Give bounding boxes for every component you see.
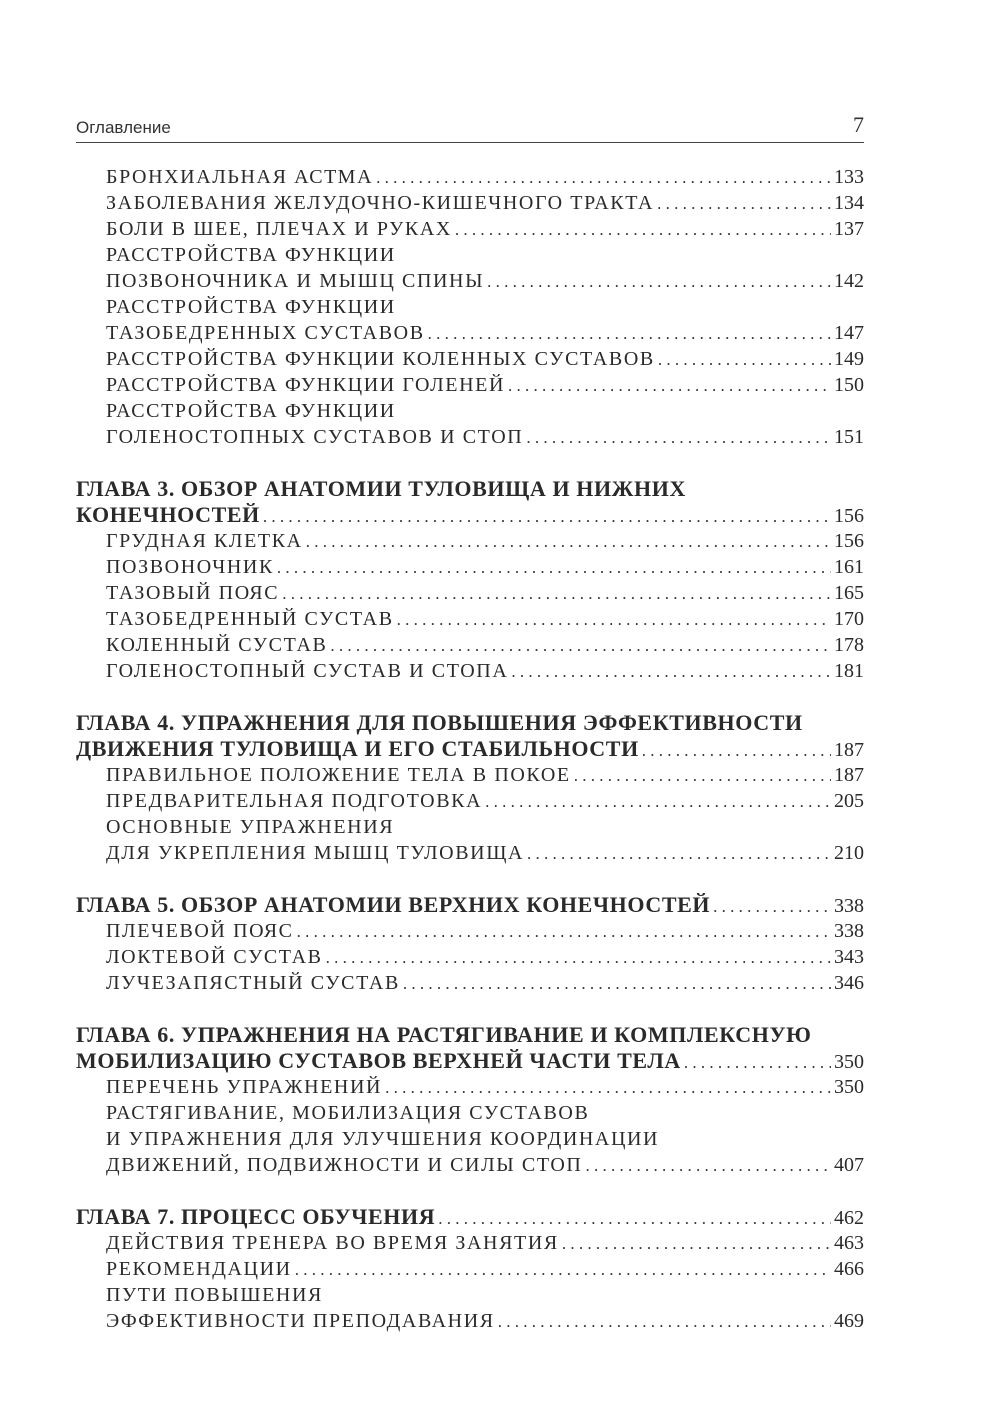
leader-dots (455, 217, 831, 243)
toc-entry-title: БРОНХИАЛЬНАЯ АСТМА (106, 166, 374, 188)
toc-entry[interactable] (76, 190, 864, 216)
leader-dots (574, 763, 831, 789)
toc-entry-wrap[interactable] (76, 242, 864, 268)
leader-dots (376, 165, 831, 191)
leader-dots (385, 1075, 831, 1101)
toc-chapter-title: ГЛАВА 3. ОБЗОР АНАТОМИИ ТУЛОВИЩА И НИЖНИХ (76, 476, 686, 501)
leader-dots (485, 789, 831, 815)
toc-entry-title: ГРУДНАЯ КЛЕТКА (106, 530, 303, 552)
leader-dots (263, 504, 831, 530)
leader-dots (526, 425, 831, 451)
toc-entry-title: ПРАВИЛЬНОЕ ПОЛОЖЕНИЕ ТЕЛА В ПОКОЕ (106, 764, 571, 786)
toc-entry[interactable] (76, 424, 864, 450)
toc-entry-page: 134 (834, 192, 864, 214)
toc-entry-page: 187 (834, 764, 864, 786)
toc-entry-title: ГОЛЕНОСТОПНЫЙ СУСТАВ И СТОПА (106, 660, 509, 682)
toc-entry-title: ЗАБОЛЕВАНИЯ ЖЕЛУДОЧНО-КИШЕЧНОГО ТРАКТА (106, 192, 655, 214)
toc-entry[interactable] (76, 970, 864, 996)
toc-entry-page: 346 (834, 972, 864, 994)
toc-chapter-title: ГЛАВА 7. ПРОЦЕСС ОБУЧЕНИЯ (76, 1204, 436, 1229)
leader-dots (527, 841, 831, 867)
toc-entry-title: ДЛЯ УКРЕПЛЕНИЯ МЫШЦ ТУЛОВИЩА (106, 842, 525, 864)
toc-entry-title: РАССТРОЙСТВА ФУНКЦИИ (106, 296, 396, 318)
toc-entry-title: ПЛЕЧЕВОЙ ПОЯС (106, 920, 294, 942)
running-header-title: Оглавление (76, 118, 171, 137)
leader-dots (642, 738, 831, 764)
toc-entry-title: РАССТРОЙСТВА ФУНКЦИИ КОЛЕННЫХ СУСТАВОВ (106, 348, 655, 370)
toc-entry[interactable] (76, 320, 864, 346)
toc-entry-page: 466 (834, 1258, 864, 1280)
toc-entry-page: 165 (834, 582, 864, 604)
leader-dots (713, 894, 831, 920)
toc-entry-page: 137 (834, 218, 864, 240)
toc-chapter-title: МОБИЛИЗАЦИЮ СУСТАВОВ ВЕРХНЕЙ ЧАСТИ ТЕЛА (76, 1048, 681, 1073)
toc-entry-title: ПОЗВОНОЧНИК (106, 556, 274, 578)
toc-entry-page: 178 (834, 634, 864, 656)
toc-entry-page: 149 (834, 348, 864, 370)
leader-dots (508, 373, 831, 399)
toc-chapter[interactable] (76, 502, 864, 528)
leader-dots (397, 607, 831, 633)
toc-chapter[interactable] (76, 736, 864, 762)
toc-entry-wrap[interactable] (76, 294, 864, 320)
toc-entry[interactable] (76, 658, 864, 684)
toc-entry-page: 210 (834, 842, 864, 864)
toc-entry-title: ЛОКТЕВОЙ СУСТАВ (106, 946, 323, 968)
page-number: 7 (853, 112, 864, 137)
toc-entry-page: 407 (834, 1154, 864, 1176)
toc-entry[interactable] (76, 346, 864, 372)
toc-entry-page: 147 (834, 322, 864, 344)
toc-entry-title: РАСТЯГИВАНИЕ, МОБИЛИЗАЦИЯ СУСТАВОВ (106, 1102, 590, 1124)
toc-entry-title: БОЛИ В ШЕЕ, ПЛЕЧАХ И РУКАХ (106, 218, 452, 240)
toc-entry-title: ПЕРЕЧЕНЬ УПРАЖНЕНИЙ (106, 1076, 383, 1098)
toc-entry-title: И УПРАЖНЕНИЯ ДЛЯ УЛУЧШЕНИЯ КООРДИНАЦИИ (106, 1128, 660, 1150)
toc-entry[interactable] (76, 1074, 864, 1100)
toc-entry-page: 161 (834, 556, 864, 578)
toc-entry-title: ЛУЧЕЗАПЯСТНЫЙ СУСТАВ (106, 972, 400, 994)
toc-entry-page: 338 (834, 920, 864, 942)
toc-entry[interactable] (76, 216, 864, 242)
toc-entry-title: КОЛЕННЫЙ СУСТАВ (106, 634, 328, 656)
toc-chapter-title: КОНЕЧНОСТЕЙ (76, 502, 260, 527)
toc-entry[interactable] (76, 580, 864, 606)
leader-dots (657, 191, 831, 217)
toc-entry-title: ОСНОВНЫЕ УПРАЖНЕНИЯ (106, 816, 395, 838)
toc-entry-title: ПУТИ ПОВЫШЕНИЯ (106, 1284, 323, 1306)
toc-chapter-title: ДВИЖЕНИЯ ТУЛОВИЩА И ЕГО СТАБИЛЬНОСТИ (76, 736, 639, 761)
toc-entry-page: 343 (834, 946, 864, 968)
leader-dots (684, 1050, 831, 1076)
toc-entry-page: 170 (834, 608, 864, 630)
toc-entry-title: ПОЗВОНОЧНИКА И МЫШЦ СПИНЫ (106, 270, 485, 292)
toc-entry-page: 181 (834, 660, 864, 682)
toc-entry-title: РАССТРОЙСТВА ФУНКЦИИ (106, 244, 396, 266)
toc-chapter[interactable] (76, 1022, 864, 1048)
toc-chapter[interactable] (76, 892, 864, 918)
toc-entry-page: 463 (834, 1232, 864, 1254)
running-header (76, 112, 864, 143)
toc-entry-title: ТАЗОВЫЙ ПОЯС (106, 582, 280, 604)
toc-entry-title: ГОЛЕНОСТОПНЫХ СУСТАВОВ И СТОП (106, 426, 524, 448)
toc-chapter-page: 187 (834, 739, 864, 761)
toc-chapter-title: ГЛАВА 6. УПРАЖНЕНИЯ НА РАСТЯГИВАНИЕ И КОМПЛЕКСНУЮ (76, 1022, 812, 1047)
leader-dots (326, 945, 831, 971)
leader-dots (306, 529, 831, 555)
toc-chapter[interactable] (76, 476, 864, 502)
toc-entry-title: ТАЗОБЕДРЕННЫЙ СУСТАВ (106, 608, 394, 630)
toc-entry[interactable] (76, 1256, 864, 1282)
toc-chapter-title: ГЛАВА 4. УПРАЖНЕНИЯ ДЛЯ ПОВЫШЕНИЯ ЭФФЕКТИВНОСТИ (76, 710, 803, 735)
toc-entry[interactable] (76, 762, 864, 788)
toc-chapter-title: ГЛАВА 5. ОБЗОР АНАТОМИИ ВЕРХНИХ КОНЕЧНОСТЕЙ (76, 892, 711, 917)
toc-chapter[interactable] (76, 1204, 864, 1230)
leader-dots (438, 1206, 831, 1232)
toc-entry-page: 142 (834, 270, 864, 292)
toc-entry-page: 151 (834, 426, 864, 448)
leader-dots (585, 1153, 831, 1179)
toc-entry-wrap[interactable] (76, 1100, 864, 1126)
toc-entry-wrap[interactable] (76, 1282, 864, 1308)
leader-dots (297, 919, 831, 945)
toc-entry-page: 205 (834, 790, 864, 812)
toc-entry[interactable] (76, 1308, 864, 1334)
toc-chapter-page: 338 (834, 895, 864, 917)
leader-dots (562, 1231, 831, 1257)
toc-chapter[interactable] (76, 710, 864, 736)
toc-entry[interactable] (76, 554, 864, 580)
leader-dots (295, 1257, 831, 1283)
toc-chapter-page: 350 (834, 1051, 864, 1073)
leader-dots (403, 971, 831, 997)
toc-entry[interactable] (76, 918, 864, 944)
toc-entry-page: 150 (834, 374, 864, 396)
toc-entry-title: ТАЗОБЕДРЕННЫХ СУСТАВОВ (106, 322, 425, 344)
toc-entry[interactable] (76, 840, 864, 866)
leader-dots (487, 269, 831, 295)
toc-entry-wrap[interactable] (76, 814, 864, 840)
toc-entry-page: 133 (834, 166, 864, 188)
toc-entry[interactable] (76, 1152, 864, 1178)
toc-entry[interactable] (76, 944, 864, 970)
toc-entry-page: 156 (834, 530, 864, 552)
leader-dots (511, 659, 831, 685)
leader-dots (498, 1309, 831, 1335)
toc-entry-title: ПРЕДВАРИТЕЛЬНАЯ ПОДГОТОВКА (106, 790, 483, 812)
toc-entry[interactable] (76, 606, 864, 632)
toc-entry[interactable] (76, 268, 864, 294)
toc-entry-title: РАССТРОЙСТВА ФУНКЦИИ ГОЛЕНЕЙ (106, 374, 505, 396)
leader-dots (277, 555, 831, 581)
toc-entry-wrap[interactable] (76, 1126, 864, 1152)
toc-chapter-page: 156 (834, 505, 864, 527)
leader-dots (428, 321, 831, 347)
toc-chapter-page: 462 (834, 1207, 864, 1229)
toc-entry[interactable] (76, 632, 864, 658)
toc-entry-title: ДЕЙСТВИЯ ТРЕНЕРА ВО ВРЕМЯ ЗАНЯТИЯ (106, 1232, 559, 1254)
toc-entry-title: РАССТРОЙСТВА ФУНКЦИИ (106, 400, 396, 422)
toc-entry[interactable] (76, 528, 864, 554)
toc-chapter[interactable] (76, 1048, 864, 1074)
table-of-contents (76, 164, 864, 1334)
toc-entry[interactable] (76, 372, 864, 398)
toc-entry-title: ДВИЖЕНИЙ, ПОДВИЖНОСТИ И СИЛЫ СТОП (106, 1154, 583, 1176)
toc-entry[interactable] (76, 1230, 864, 1256)
toc-entry-title: ЭФФЕКТИВНОСТИ ПРЕПОДАВАНИЯ (106, 1310, 495, 1332)
toc-entry-page: 350 (834, 1076, 864, 1098)
toc-entry-page: 469 (834, 1310, 864, 1332)
leader-dots (330, 633, 831, 659)
leader-dots (658, 347, 831, 373)
toc-entry[interactable] (76, 164, 864, 190)
leader-dots (282, 581, 831, 607)
toc-entry-wrap[interactable] (76, 398, 864, 424)
toc-entry[interactable] (76, 788, 864, 814)
toc-entry-title: РЕКОМЕНДАЦИИ (106, 1258, 292, 1280)
